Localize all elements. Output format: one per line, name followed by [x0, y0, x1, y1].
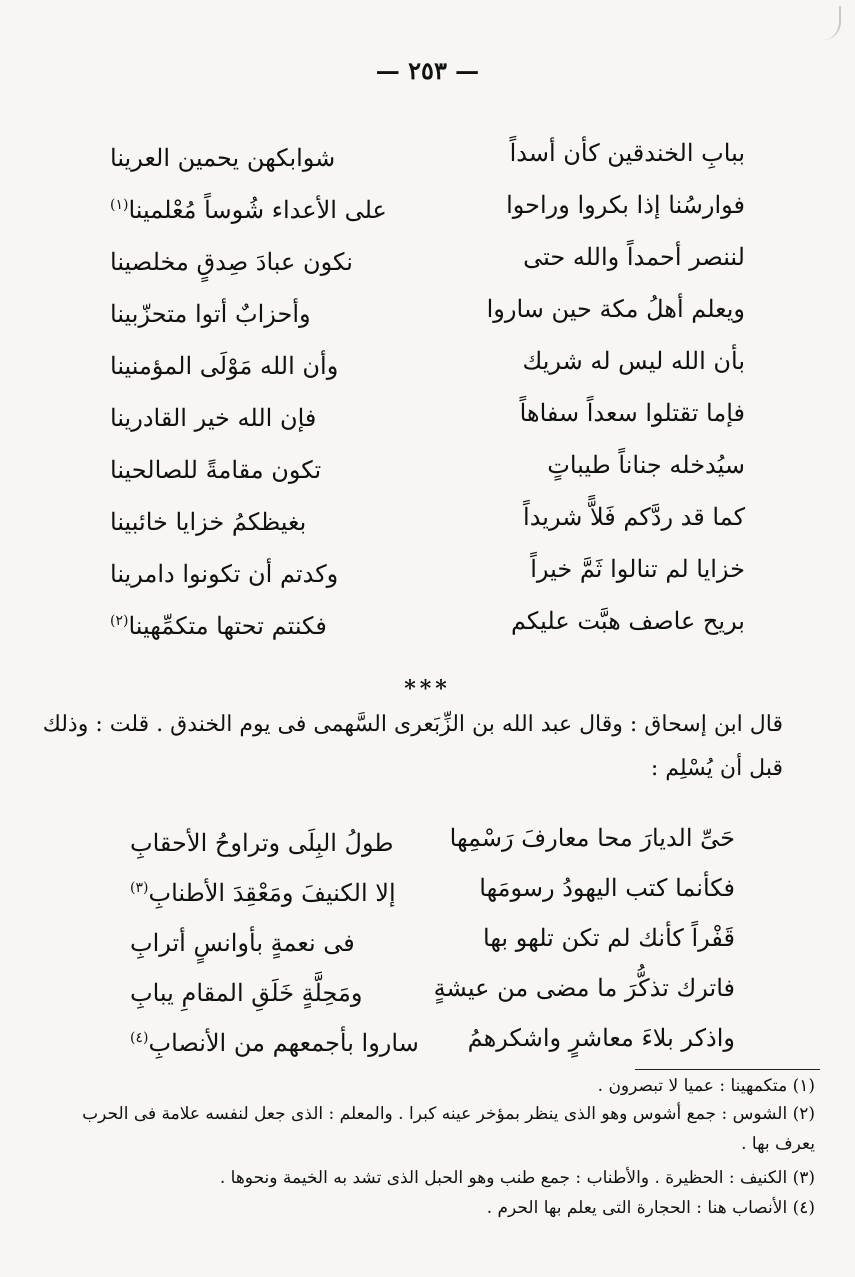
verse: [130, 812, 735, 864]
prose-line: قبل أن يُسْلِم :: [650, 756, 783, 781]
verse-second-hemistich: [110, 179, 387, 236]
verse-second-hemistich: [130, 962, 362, 1019]
verse-second-hemistich: [110, 439, 321, 496]
verse-first-hemistich: كما قد ردَّكم فَلاًّ شريداً: [523, 503, 745, 531]
verse-second-hemistich: [110, 283, 311, 340]
verse-first-hemistich: فوارسُنا إذا بكروا وراحوا: [506, 191, 745, 219]
verse: [110, 335, 745, 387]
verse-second-hemistich: [130, 812, 394, 869]
poem-1: [110, 127, 745, 657]
verse-second-hemistich: [110, 387, 316, 444]
verse-first-hemistich: بريح عاصف هبَّت عليكم: [510, 607, 745, 635]
verse-first-hemistich: حَىِّ الديارَ محا معارفَ رَسْمِها: [449, 824, 735, 852]
verse-first-hemistich: سيُدخله جناناً طيباتٍ: [547, 451, 745, 479]
verse-second-text: على الأعداء شُوساً مُعْلمينا: [128, 196, 387, 224]
verse-second-text: فإن الله خير القادرينا: [110, 404, 317, 432]
verse-second-hemistich: [110, 127, 335, 184]
poem-2: [130, 812, 735, 1072]
verse-first-hemistich: فاترك تذكُّرَ ما مضى من عيشةٍ: [433, 974, 735, 1002]
footnote: يعرف بها .: [741, 1134, 815, 1154]
verse-first-hemistich: ويعلم أهلُ مكة حين ساروا: [486, 295, 745, 323]
verse-second-text: بغيظكمُ خزايا خائبينا: [110, 508, 307, 536]
verse: [110, 387, 745, 439]
verse-first-hemistich: واذكر بلاءَ معاشرٍ واشكرهمُ: [467, 1024, 735, 1052]
verse-second-hemistich: [110, 595, 327, 652]
verse-second-text: شوابكهن يحمين العرينا: [110, 144, 336, 172]
verse-second-text: نكون عبادَ صِدقٍ مخلصينا: [110, 248, 353, 276]
footnote-ref: (٢): [110, 613, 129, 629]
verse-second-text: ساروا بأجمعهم من الأنصابِ: [148, 1029, 419, 1057]
verse: [110, 283, 745, 335]
page-corner-mark: [817, 6, 841, 40]
page-number: — ٢٥٣ —: [375, 56, 480, 85]
verse-first-hemistich: قَفْراً كأنك لم تكن تلهو بها: [483, 924, 735, 952]
verse-second-hemistich: [130, 1012, 419, 1069]
verse-second-hemistich: [110, 491, 306, 548]
verse-second-hemistich: [110, 543, 338, 600]
verse-second-text: فكنتم تحتها متكمِّهينا: [128, 612, 327, 640]
verse-second-hemistich: [130, 862, 396, 919]
verse: [110, 543, 745, 595]
verse-first-hemistich: ببابِ الخندقين كأن أسداً: [509, 139, 745, 167]
footnote-divider: [635, 1069, 820, 1070]
verse-second-hemistich: [130, 912, 355, 969]
verse: [130, 962, 735, 1014]
verse-first-hemistich: فإما تقتلوا سعداً سفاهاً: [519, 399, 745, 427]
verse-second-hemistich: [110, 335, 338, 392]
footnote: (٤) الأنصاب هنا : الحجارة التى يعلم بها الحرم .: [486, 1198, 815, 1218]
prose-line: قال ابن إسحاق : وقال عبد الله بن الزِّبَعرى السَّهمى فى يوم الخندق . قلت : وذلك: [42, 712, 783, 737]
verse-first-hemistich: خزايا لم تنالوا ثَمَّ خيراً: [530, 555, 745, 583]
verse-second-text: طولُ البِلَى وتراوحُ الأحقابِ: [130, 829, 394, 857]
footnote: (٢) الشوس : جمع أشوس وهو الذى ينظر بمؤخر عينه كبرا . والمعلم : الذى جعل لنفسه علامة فى الحرب: [82, 1104, 815, 1124]
verse: [110, 231, 745, 283]
verse-second-text: وأن الله مَوْلَى المؤمنينا: [110, 352, 339, 380]
verse: [110, 491, 745, 543]
verse: [130, 1012, 735, 1064]
verse-second-hemistich: [110, 231, 353, 288]
verse-second-text: وكدتم أن تكونوا دامرينا: [110, 560, 339, 588]
footnote: (١) متكمهينا : عميا لا تبصرون .: [597, 1076, 815, 1096]
footnote-ref: (٤): [130, 1030, 149, 1046]
verse: [110, 439, 745, 491]
section-separator: ***: [404, 676, 451, 702]
verse-second-text: إلا الكنيفَ ومَعْقِدَ الأطنابِ: [148, 879, 396, 907]
footnote: (٣) الكنيف : الحظيرة . والأطناب : جمع طنب وهو الحبل الذى تشد به الخيمة ونحوها .: [219, 1168, 815, 1188]
verse-first-hemistich: لننصر أحمداً والله حتى: [523, 243, 745, 271]
verse-second-text: تكون مقامةً للصالحينا: [110, 456, 322, 484]
verse-first-hemistich: فكأنما كتب اليهودُ رسومَها: [479, 874, 735, 902]
verse: [130, 862, 735, 914]
footnote-ref: (٣): [130, 880, 149, 896]
verse-second-text: فى نعمةٍ بأوانسٍ أترابِ: [130, 929, 355, 957]
verse-second-text: وأحزابٌ أتوا متحزّبينا: [110, 300, 311, 328]
verse: [130, 912, 735, 964]
verse-second-text: ومَحِلَّةٍ خَلَقِ المقامِ يبابِ: [130, 979, 363, 1007]
verse: [110, 179, 745, 231]
verse: [110, 595, 745, 647]
verse: [110, 127, 745, 179]
verse-first-hemistich: بأن الله ليس له شريك: [522, 347, 745, 375]
footnote-ref: (١): [110, 197, 129, 213]
